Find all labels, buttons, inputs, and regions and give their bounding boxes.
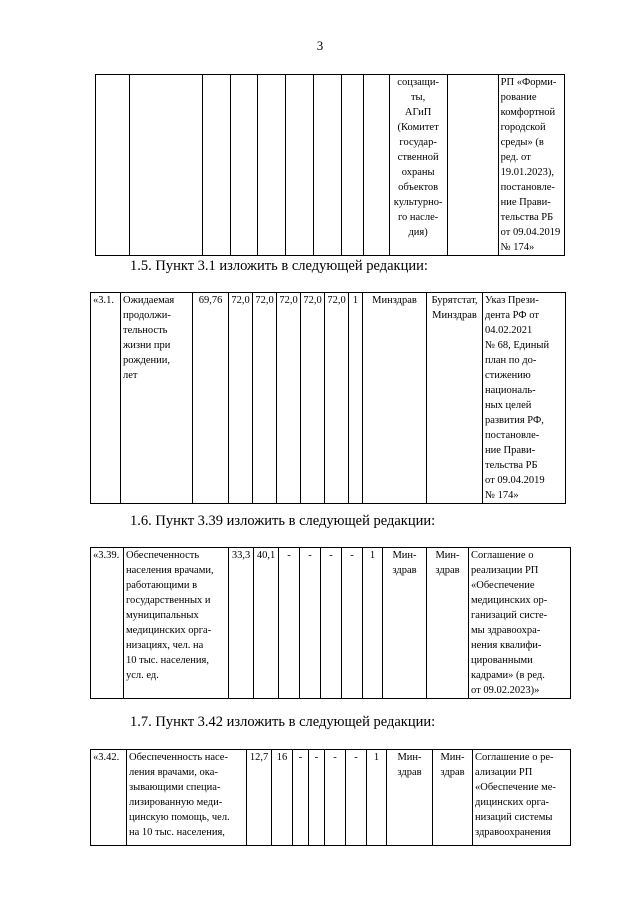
- responsible-2: Мин- здрав: [433, 750, 473, 846]
- document-basis: Соглашение о ре- ализации РП «Обеспечение ме- дицинских орга- низаций системы здравоохранения: [473, 750, 571, 846]
- table-item-3-39: [90, 547, 571, 699]
- value-cell: -: [342, 548, 363, 699]
- responsible-1: Минздрав: [363, 293, 427, 504]
- responsible-1: Мин- здрав: [387, 750, 433, 846]
- value-cell: 72,0: [325, 293, 349, 504]
- value-cell: 1: [363, 548, 383, 699]
- value-cell: 33,3: [229, 548, 254, 699]
- responsible-2: Мин- здрав: [427, 548, 469, 699]
- value-cell: -: [321, 548, 342, 699]
- value-cell: 1: [367, 750, 387, 846]
- value-cell: 72,0: [253, 293, 277, 504]
- cell-num: [96, 75, 130, 256]
- value-cell: -: [346, 750, 367, 846]
- item-number: «3.42.: [91, 750, 127, 846]
- value-cell: -: [279, 548, 300, 699]
- table-continuation: [95, 74, 565, 256]
- page-number: 3: [316, 38, 324, 53]
- value-cell: -: [309, 750, 325, 846]
- item-number: «3.39.: [91, 548, 124, 699]
- responsible-2: Бурятстат, Минздрав: [427, 293, 483, 504]
- indicator-name: Ожидаемая продолжи- тельность жизни при рождении, лет: [121, 293, 193, 504]
- value-cell: 1: [349, 293, 363, 504]
- section-heading-1: 1.5. Пункт 3.1 изложить в следующей редакции:: [130, 258, 428, 274]
- indicator-name: Обеспеченность населения врачами, работающими в государственных и муниципальных медицинских орга- низациях, чел. на 10 тыс. населения, усл. ед.: [124, 548, 229, 699]
- value-cell: 16: [272, 750, 293, 846]
- document-basis: Указ Прези- дента РФ от 04.02.2021 № 68, Единый план по до- стижению националь- ных целей развития РФ, постановле- ние Прави- тельства РБ от 09.04.2019 № 174»: [483, 293, 566, 504]
- section-heading-2: 1.6. Пункт 3.39 изложить в следующей редакции:: [130, 513, 436, 529]
- value-cell: 72,0: [301, 293, 325, 504]
- value-cell: -: [293, 750, 309, 846]
- cell-document: РП «Форми- рование комфортной городской среды» (в ред. от 19.01.2023), постановле- ние Прави- тельства РБ от 09.04.2019 № 174»: [498, 75, 564, 256]
- indicator-name: Обеспеченность насе- ления врачами, ока- зывающими специа- лизированную меди- цинскую помощь, чел. на 10 тыс. населения,: [127, 750, 247, 846]
- value-cell: -: [325, 750, 346, 846]
- table-item-3-42: [90, 749, 571, 846]
- cell-responsible: соцзащи- ты, АГиП (Комитет государ- ственной охраны объектов культурно- го насле- дия): [389, 75, 447, 256]
- value-cell: -: [300, 548, 321, 699]
- document-basis: Соглашение о реализации РП «Обеспечение медицинских ор- ганизаций систе- мы здравоохра- нения квалифи- цированными кадрами» (в ред. от 09.02.2023)»: [469, 548, 571, 699]
- responsible-1: Мин- здрав: [383, 548, 427, 699]
- value-cell: 12,7: [247, 750, 272, 846]
- value-cell: 72,0: [229, 293, 253, 504]
- cell-name: [129, 75, 202, 256]
- item-number: «3.1.: [91, 293, 121, 504]
- value-cell: 72,0: [277, 293, 301, 504]
- table-item-3-1: [90, 292, 566, 504]
- value-cell: 40,1: [254, 548, 279, 699]
- section-heading-3: 1.7. Пункт 3.42 изложить в следующей редакции:: [130, 714, 436, 730]
- value-cell: 69,76: [193, 293, 229, 504]
